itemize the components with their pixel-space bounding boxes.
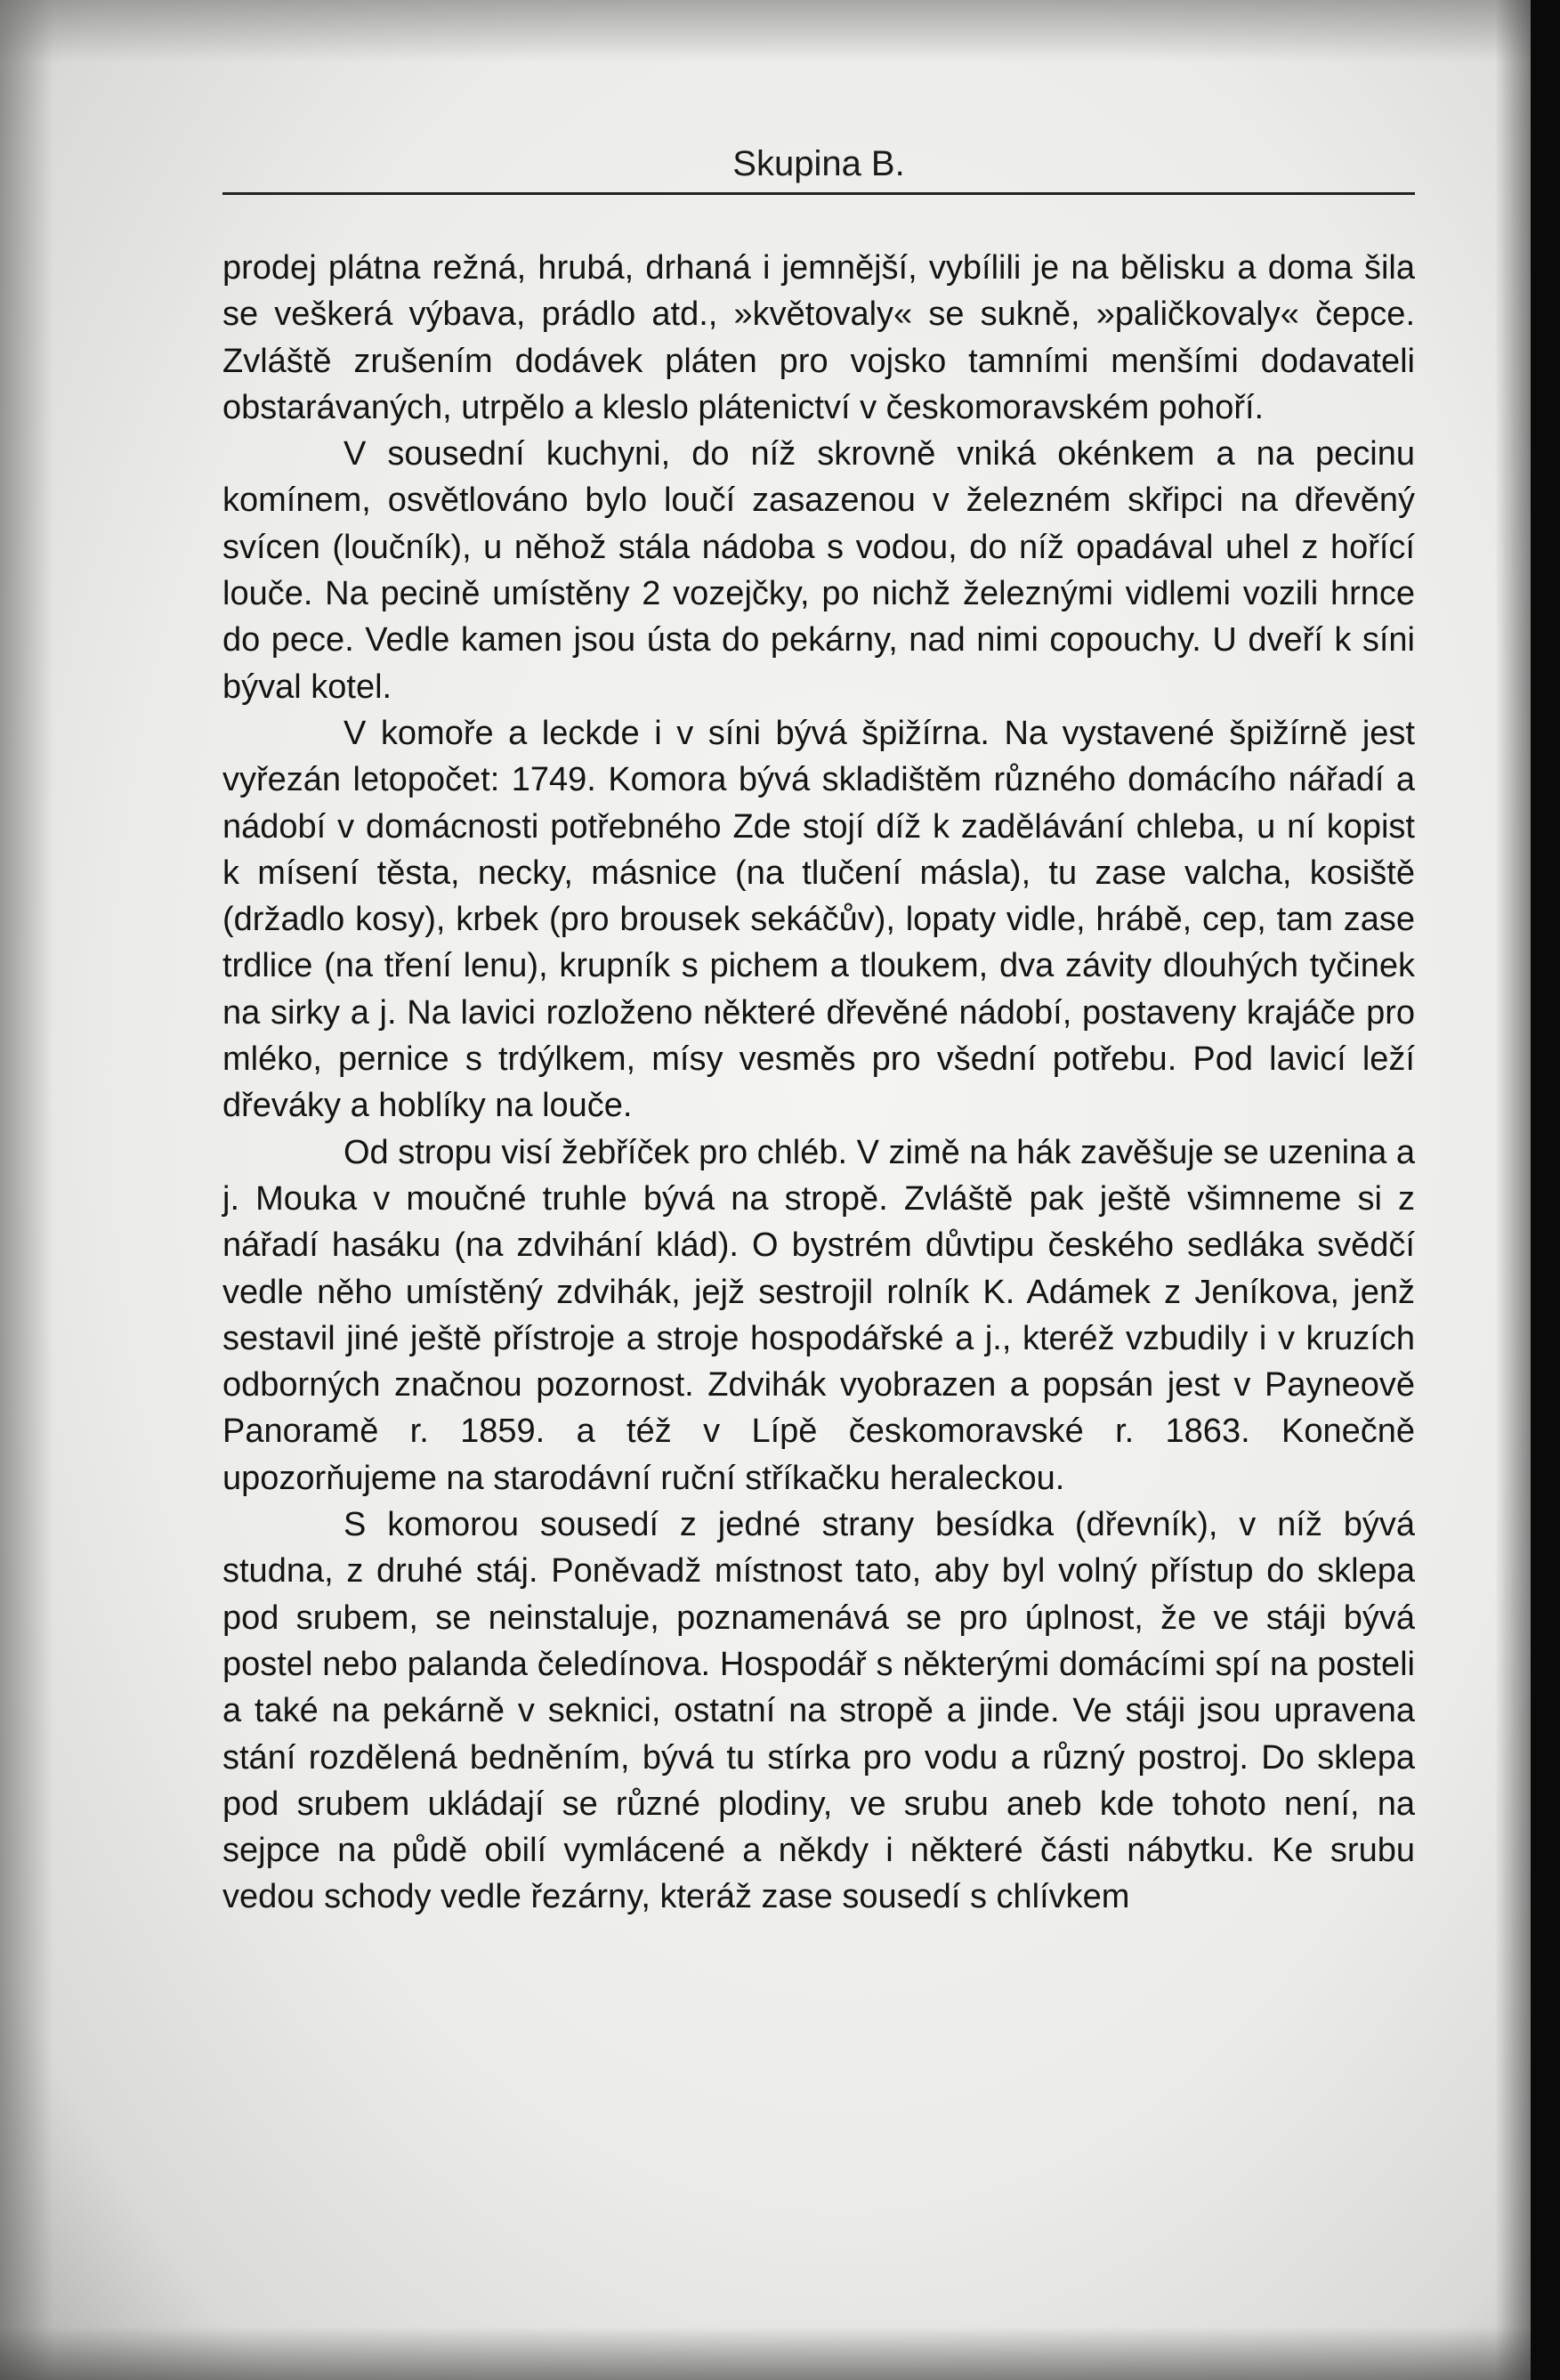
paragraph-chamber: V komoře a leckde i v síni bývá špižírna. Na vystavené špižírně jest vyřezán letopočet: 1749. Komora bývá skladištěm různého domácího nářadí a nádobí v domácnosti potřebného Zde stojí díž k zadělávání chleba, u ní kopist k mísení těsta, necky, másnice (na tlučení másla), tu zase valcha, kosiště (držadlo kosy), krbek (pro brousek sekáčův), lopaty vidle, hrábě, cep, tam zase trdlice (na tření lenu), krupník s pichem a tloukem, dva závity dlouhých tyčinek na sirky a j. Na lavici rozloženo některé dřevěné nádobí, postaveny krajáče pro mléko, pernice s trdýlkem, mísy vesměs pro všední potřebu. Pod lavicí leží dřeváky a hoblíky na louče.: [222, 714, 1415, 1125]
scan-shadow-top: [0, 0, 1531, 62]
scan-shadow-bottom: [0, 2327, 1531, 2380]
paragraph-continuation: prodej plátna režná, hrubá, drhaná i jemnější, vybílili je na bělisku a doma šila se veškerá výbava, prádlo atd., »květovaly« se sukně, »paličkovaly« čepce. Zvláště zrušením dodávek pláten pro vojsko tamními menšími dodavateli obstarávaných, utrpělo a kleslo plátenictví v českomoravském pohoří.: [222, 249, 1415, 426]
paragraph-kitchen: V sousední kuchyni, do níž skrovně vniká okénkem a na pecinu komínem, osvětlováno bylo loučí zasazenou v železném skřipci na dřevěný svícen (loučník), u něhož stála nádoba s vodou, do níž opadával uhel z hořící louče. Na pecině umístěny 2 vozejčky, po nichž železnými vidlemi vozili hrnce do pece. Vedle kamen jsou ústa do pekárny, nad nimi copouchy. U dveří k síni býval kotel.: [222, 435, 1415, 706]
scan-shadow-left: [0, 0, 53, 2380]
paragraph-ceiling: Od stropu visí žebříček pro chléb. V zimě na hák zavěšuje se uzenina a j. Mouka v moučné truhle bývá na stropě. Zvláště pak ještě všimneme si z nářadí hasáku (na zdvihání klád). O bystrém důvtipu českého sedláka svědčí vedle něho umístěný zdvihák, jejž sestrojil rolník K. Adámek z Jeníkova, jenž sestavil jiné ještě přístroje a stroje hospodářské a j., kteréž vzbudily i v kruzích odborných značnou pozornost. Zdvihák vyobrazen a popsán jest v Payneově Panoramě r. 1859. a též v Lípě českomoravské r. 1863. Konečně upozorňujeme na starodávní ruční stříkačku heraleckou.: [222, 1133, 1415, 1497]
scan-shadow-right: [1495, 0, 1531, 2380]
paragraph-stable: S komorou sousedí z jedné strany besídka (dřevník), v níž bývá studna, z druhé stáj. Poněvadž místnost tato, aby byl volný přístup do sklepa pod srubem, se neinstaluje, poznamenává se pro úplnost, že ve stáji bývá postel nebo palanda čeledínova. Hospodář s některými domácími spí na posteli a také na pekárně v seknici, ostatní na stropě a jinde. Ve stáji jsou upravena stání rozdělená bedněním, bývá tu stírka pro vodu a různý postroj. Do sklepa pod srubem ukládají se různé plodiny, ve srubu aneb kde tohoto není, na sejpce na půdě obilí vymlácené a někdy i některé části nábytku. Ke srubu vedou schody vedle řezárny, kteráž zase sousedí s chlívkem: [222, 1506, 1415, 1916]
header-rule: [222, 192, 1415, 195]
running-header: Skupina B.: [732, 144, 905, 183]
body-text: [222, 245, 1415, 1921]
